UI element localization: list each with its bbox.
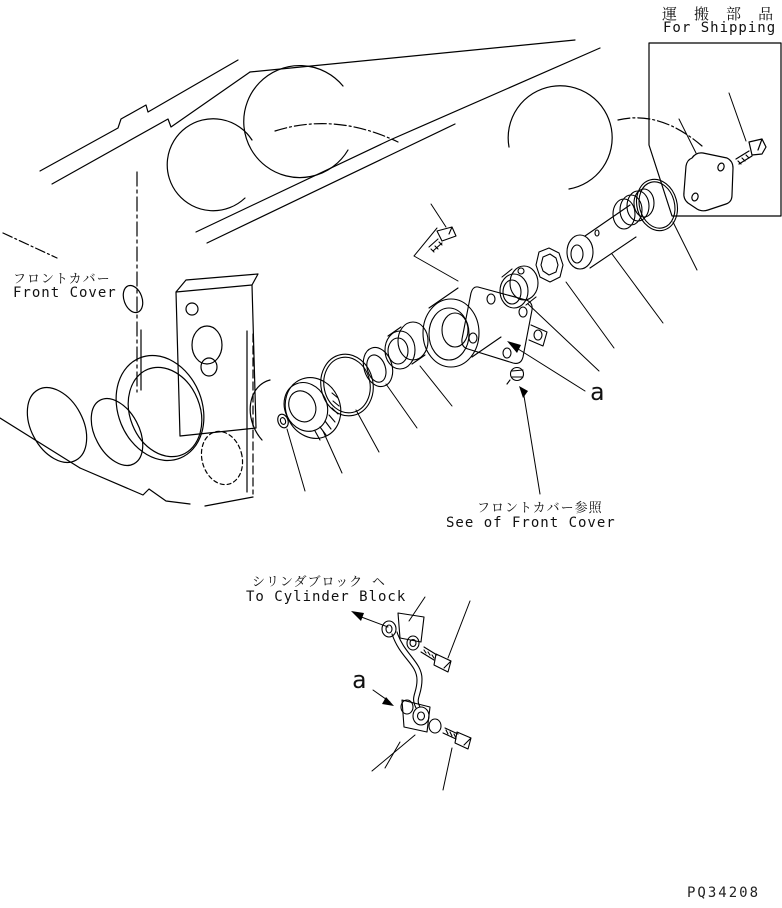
opening-ellipse-1 — [15, 377, 98, 472]
cover-bottom-edge — [80, 468, 253, 506]
flange-hole-1 — [487, 294, 495, 304]
shipping-bolt — [736, 139, 766, 164]
callout-a-upper-arrow — [507, 341, 585, 391]
cover-plate — [684, 153, 733, 211]
hidden-hole-dashed — [196, 427, 249, 490]
bore-arc-1 — [244, 66, 348, 178]
o-ring-large — [315, 349, 379, 420]
front-cover-label-en: Front Cover — [13, 285, 117, 301]
tube-washer-1 — [407, 636, 419, 650]
lock-ring — [536, 248, 563, 282]
opening-ellipse-2 — [81, 390, 154, 474]
boss-hole-3 — [201, 358, 217, 376]
shipping-bolt-leader — [729, 93, 746, 141]
see-front-cover-label-jp: フロントカバー参照 — [477, 501, 603, 516]
roof-ridge — [40, 60, 238, 171]
plug-washer — [276, 413, 290, 430]
tube-eye-lower — [413, 707, 429, 725]
housing-bolt — [429, 227, 456, 252]
boss-hole-1 — [186, 303, 198, 315]
cover-plate-hole-2 — [691, 192, 699, 202]
tube-washer-3 — [429, 719, 441, 733]
drive-gear — [275, 368, 350, 447]
seal-ring — [359, 344, 398, 391]
spacer-ring — [500, 266, 538, 308]
shipping-title-jp: 運 搬 部 品 — [662, 5, 778, 23]
roof-ridge-2 — [52, 72, 250, 184]
callout-a-lower-arrow — [373, 690, 394, 706]
mounting-boss-edge — [176, 285, 252, 292]
reference-bolt — [507, 368, 524, 385]
to-cylinder-block-label-en: To Cylinder Block — [246, 589, 407, 605]
cover-plate-leader — [679, 119, 696, 153]
drawing-number: PQ34208 — [687, 885, 761, 901]
bore-centerline-arc-2 — [618, 118, 702, 146]
see-front-cover-label-en: See of Front Cover — [446, 515, 616, 531]
oil-tube-assembly — [351, 597, 471, 790]
small-boss-hole — [120, 283, 146, 315]
cover-plate-hole-1 — [717, 162, 725, 172]
tube-eye-lower-hole — [418, 712, 425, 720]
tube-bolt-1 — [421, 647, 451, 672]
housing-flange — [462, 287, 532, 364]
to-cylinder-block-label-jp: シリンダブロック ヘ — [252, 575, 387, 590]
flange-hole-3 — [503, 348, 511, 358]
tube-bolt-2 — [443, 728, 471, 749]
housing-barrel-face — [423, 299, 479, 367]
tube-eye-upper — [382, 621, 396, 637]
to-cylinder-block-arrow — [351, 611, 388, 627]
leader-lines — [287, 204, 697, 491]
mounting-boss — [176, 274, 258, 436]
callout-a-lower: a — [352, 666, 367, 694]
exploded-assembly — [275, 175, 697, 494]
callout-a-upper: a — [590, 378, 605, 406]
flange-ear-hole — [534, 330, 542, 340]
centerline-upper-left — [3, 233, 57, 258]
deck-lower-edge — [196, 48, 600, 232]
front-cover-label-jp: フロントカバー — [13, 272, 111, 287]
bore-arc-2 — [167, 119, 252, 211]
tube-flange-lower — [402, 700, 430, 732]
bore-centerline-arc-1 — [275, 124, 398, 142]
deck-top-edge — [250, 40, 575, 72]
tube-line-outer — [392, 634, 417, 708]
deck-lower-edge-2 — [207, 124, 455, 243]
shipping-title-en: For Shipping — [663, 20, 777, 36]
bore-arc-3 — [508, 86, 612, 189]
drive-sleeve — [567, 189, 654, 269]
flange-ear — [529, 325, 547, 346]
flange-hole-2 — [519, 307, 527, 317]
lower-left-edge — [0, 418, 80, 468]
flange-hole-4 — [469, 333, 477, 343]
see-front-cover-leader — [519, 386, 540, 494]
